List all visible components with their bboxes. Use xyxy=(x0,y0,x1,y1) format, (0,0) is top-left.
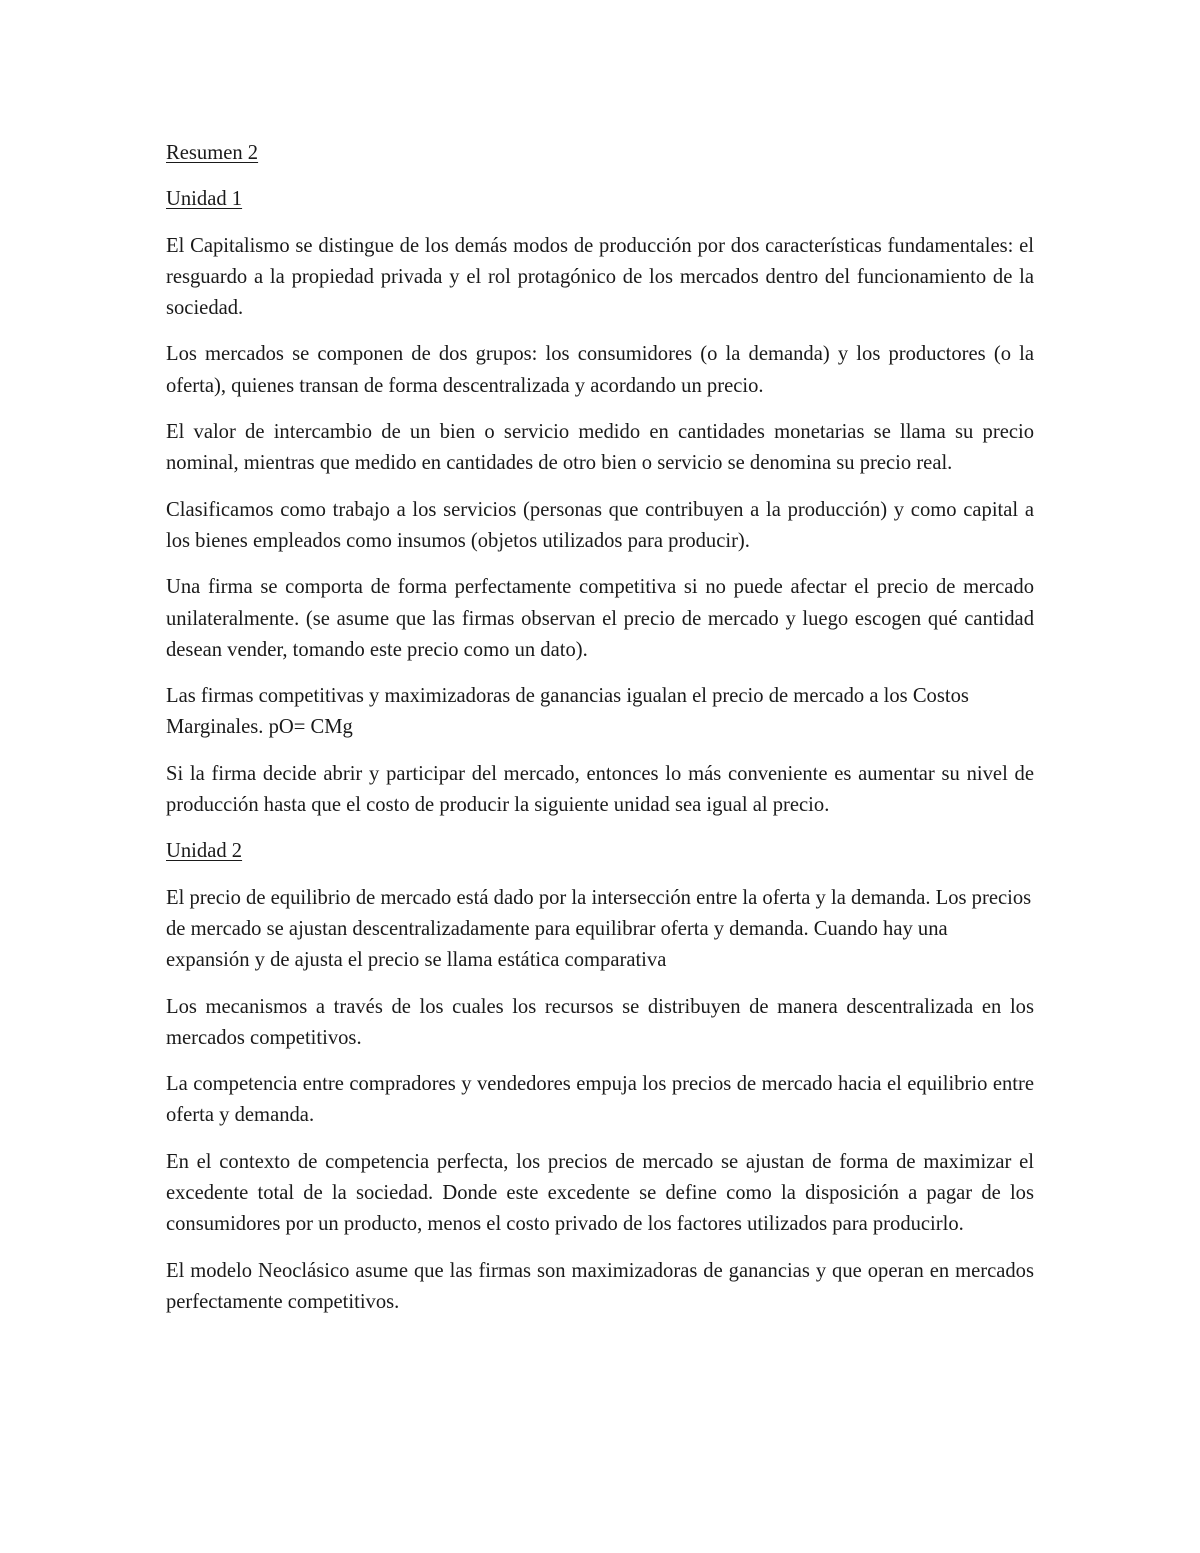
paragraph: La competencia entre compradores y vendedores empuja los precios de mercado hacia el equilibrio entre oferta y demanda. xyxy=(166,1073,1034,1127)
document-page xyxy=(166,138,1034,1333)
paragraph: El valor de intercambio de un bien o servicio medido en cantidades monetarias se llama su precio nominal, mientras que medido en cantidades de otro bien o servicio se denomina su precio real. xyxy=(166,421,1034,475)
paragraph: El modelo Neoclásico asume que las firmas son maximizadoras de ganancias y que operan en mercados perfectamente competitivos. xyxy=(166,1259,1034,1313)
paragraph: Los mercados se componen de dos grupos: los consumidores (o la demanda) y los productores (o la oferta), quienes transan de forma descentralizada y acordando un precio. xyxy=(166,343,1034,397)
section-heading: Unidad 2 xyxy=(166,840,243,863)
document-title: Resumen 2 xyxy=(166,142,259,164)
paragraph: En el contexto de competencia perfecta, los precios de mercado se ajustan de forma de maximizar el excedente total de la sociedad. Donde este excedente se define como la disposición a pagar de los consumidores por un producto, menos el costo privado de los factores utilizados para producirlo. xyxy=(166,1150,1034,1236)
paragraph: Las firmas competitivas y maximizadoras de ganancias igualan el precio de mercado a los Costos Marginales. pO= CMg xyxy=(166,685,969,739)
paragraph: Si la firma decide abrir y participar del mercado, entonces lo más conveniente es aumentar su nivel de producción hasta que el costo de producir la siguiente unidad sea igual al precio. xyxy=(166,762,1034,817)
paragraph: Una firma se comporta de forma perfectamente competitiva si no puede afectar el precio de mercado unilateralmente. (se asume que las firmas observan el precio de mercado y luego escogen qué cantidad desean vender, tomando este precio como un dato). xyxy=(166,576,1034,661)
section-unidad-2 xyxy=(166,836,1034,1318)
paragraph: Clasificamos como trabajo a los servicios (personas que contribuyen a la producción) y como capital a los bienes empleados como insumos (objetos utilizados para producir). xyxy=(166,498,1034,552)
paragraph: El precio de equilibrio de mercado está dado por la intersección entre la oferta y la demanda. Los precios de mercado se ajustan descentralizadamente para equilibrar oferta y demanda. Cuando hay una expansión y de ajusta el precio se llama estática comparativa xyxy=(166,886,1032,972)
section-unidad-1 xyxy=(166,184,1034,821)
paragraph: Los mecanismos a través de los cuales los recursos se distribuyen de manera descentralizada en los mercados competitivos. xyxy=(166,995,1034,1049)
paragraph: El Capitalismo se distingue de los demás modos de producción por dos características fundamentales: el resguardo a la propiedad privada y el rol protagónico de los mercados dentro del funcionamiento de la sociedad. xyxy=(166,234,1034,320)
section-heading: Unidad 1 xyxy=(166,188,243,211)
